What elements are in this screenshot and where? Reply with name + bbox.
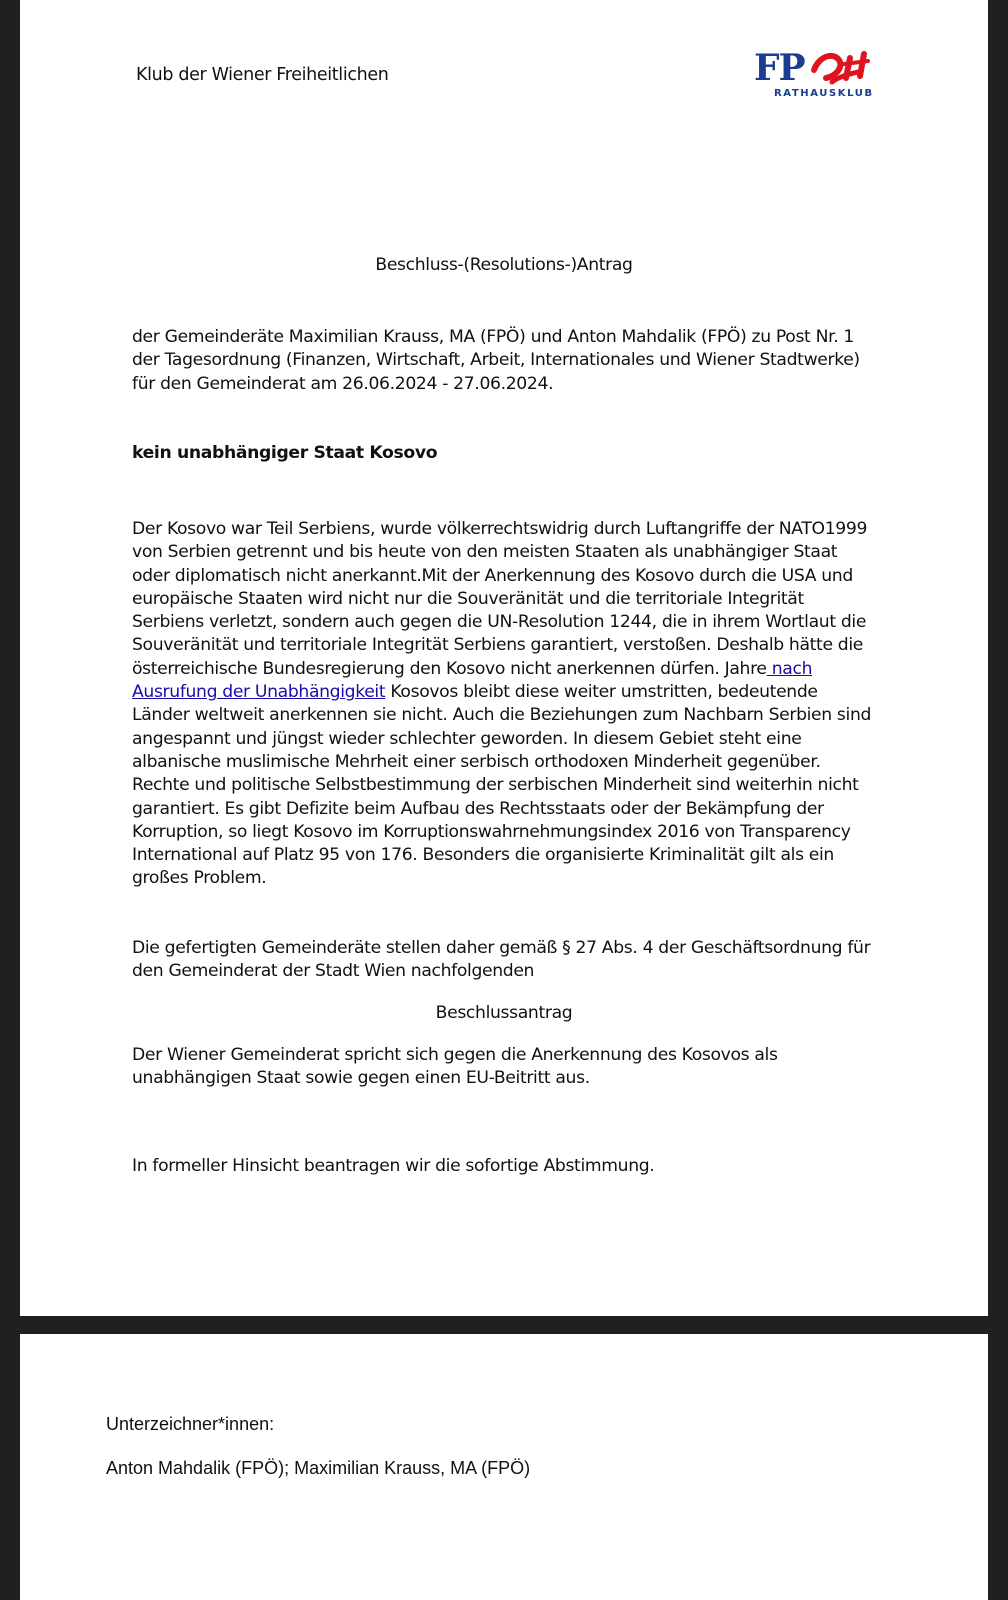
resolution-label: Beschlussantrag xyxy=(435,1003,573,1023)
independence-declaration-link[interactable]: nach Ausrufung der Unabhängigkeit xyxy=(132,658,813,703)
document-page-1 xyxy=(20,0,988,1316)
document-type-title: Beschluss-(Resolutions-)Antrag xyxy=(375,255,633,275)
logo-subtitle: RATHAUSKLUB xyxy=(774,88,874,99)
justification-text-end: Kosovos bleibt diese weiter umstritten, bedeutende Länder weltweit anerkennen sie nicht. Auch die Beziehungen zum Nachbarn Serbien sind angespannt und jüngst wieder schlechter geworden. In diesem Gebiet steht eine albanische muslimische Mehrheit einer serbisch orthodoxen Minderheit gegenüber. Rechte und politische Selbstbestimmung der serbischen Minderheit sind weiterhin nicht garantiert. Es gibt Defizite beim Aufbau des Rechtsstaats oder der Bekämpfung der Korruption, so liegt Kosovo im Korruptionswahrnehmungsindex 2016 von Transparency International auf Platz 95 von 176. Besonders die organisierte Kriminalität gilt als ein großes Problem. xyxy=(132,682,872,889)
resolution-paragraph: Der Wiener Gemeinderat spricht sich gegen die Anerkennung des Kosovos als unabhängigen Staat sowie gegen einen EU-Beitritt aus. xyxy=(132,1045,778,1089)
justification-text-start: Der Kosovo war Teil Serbiens, wurde völkerrechtswidrig durch Luftangriffe der NATO1999 von Serbien getrennt und bis heute von den meisten Staaten als unabhängiger Staat oder diplomatisch nicht anerkannt.Mit der Anerkennung des Kosovo durch die USA und europäische Staaten wird nicht nur die Souveränität und die territoriale Integrität Serbiens verletzt, sondern auch gegen die UN-Resolution 1244, die in ihrem Wortlaut die Souveränität und territoriale Integrität Serbiens garantiert, verstoßen. Deshalb hätte die österreichische Bundesregierung den Kosovo nicht anerkennen dürfen. Jahre xyxy=(132,519,868,679)
logo-flag-icon xyxy=(810,48,874,88)
intro-paragraph: der Gemeinderäte Maximilian Krauss, MA (FPÖ) und Anton Mahdalik (FPÖ) zu Post Nr. 1 der Tagesordnung (Finanzen, Wirtschaft, Arbeit, Internationales und Wiener Stadtwerke) für den Gemeinderat am 26.06.2024 - 27.06.2024. xyxy=(132,327,860,394)
procedure-paragraph: Die gefertigten Gemeinderäte stellen daher gemäß § 27 Abs. 4 der Geschäftsordnung für den Gemeinderat der Stadt Wien nachfolgenden xyxy=(132,938,871,982)
justification-paragraph xyxy=(132,518,872,891)
signatories-names: Anton Mahdalik (FPÖ); Maximilian Krauss, MA (FPÖ) xyxy=(106,1458,531,1478)
signatories-label: Unterzeichner*innen: xyxy=(106,1414,275,1434)
subject-heading: kein unabhängiger Staat Kosovo xyxy=(132,443,438,463)
document-page-2 xyxy=(20,1334,988,1600)
fpoe-rathausklub-logo xyxy=(754,48,874,106)
logo-letters: FP xyxy=(754,47,805,89)
vote-request-paragraph: In formeller Hinsicht beantragen wir die sofortige Abstimmung. xyxy=(132,1156,655,1176)
club-name: Klub der Wiener Freiheitlichen xyxy=(136,65,389,85)
